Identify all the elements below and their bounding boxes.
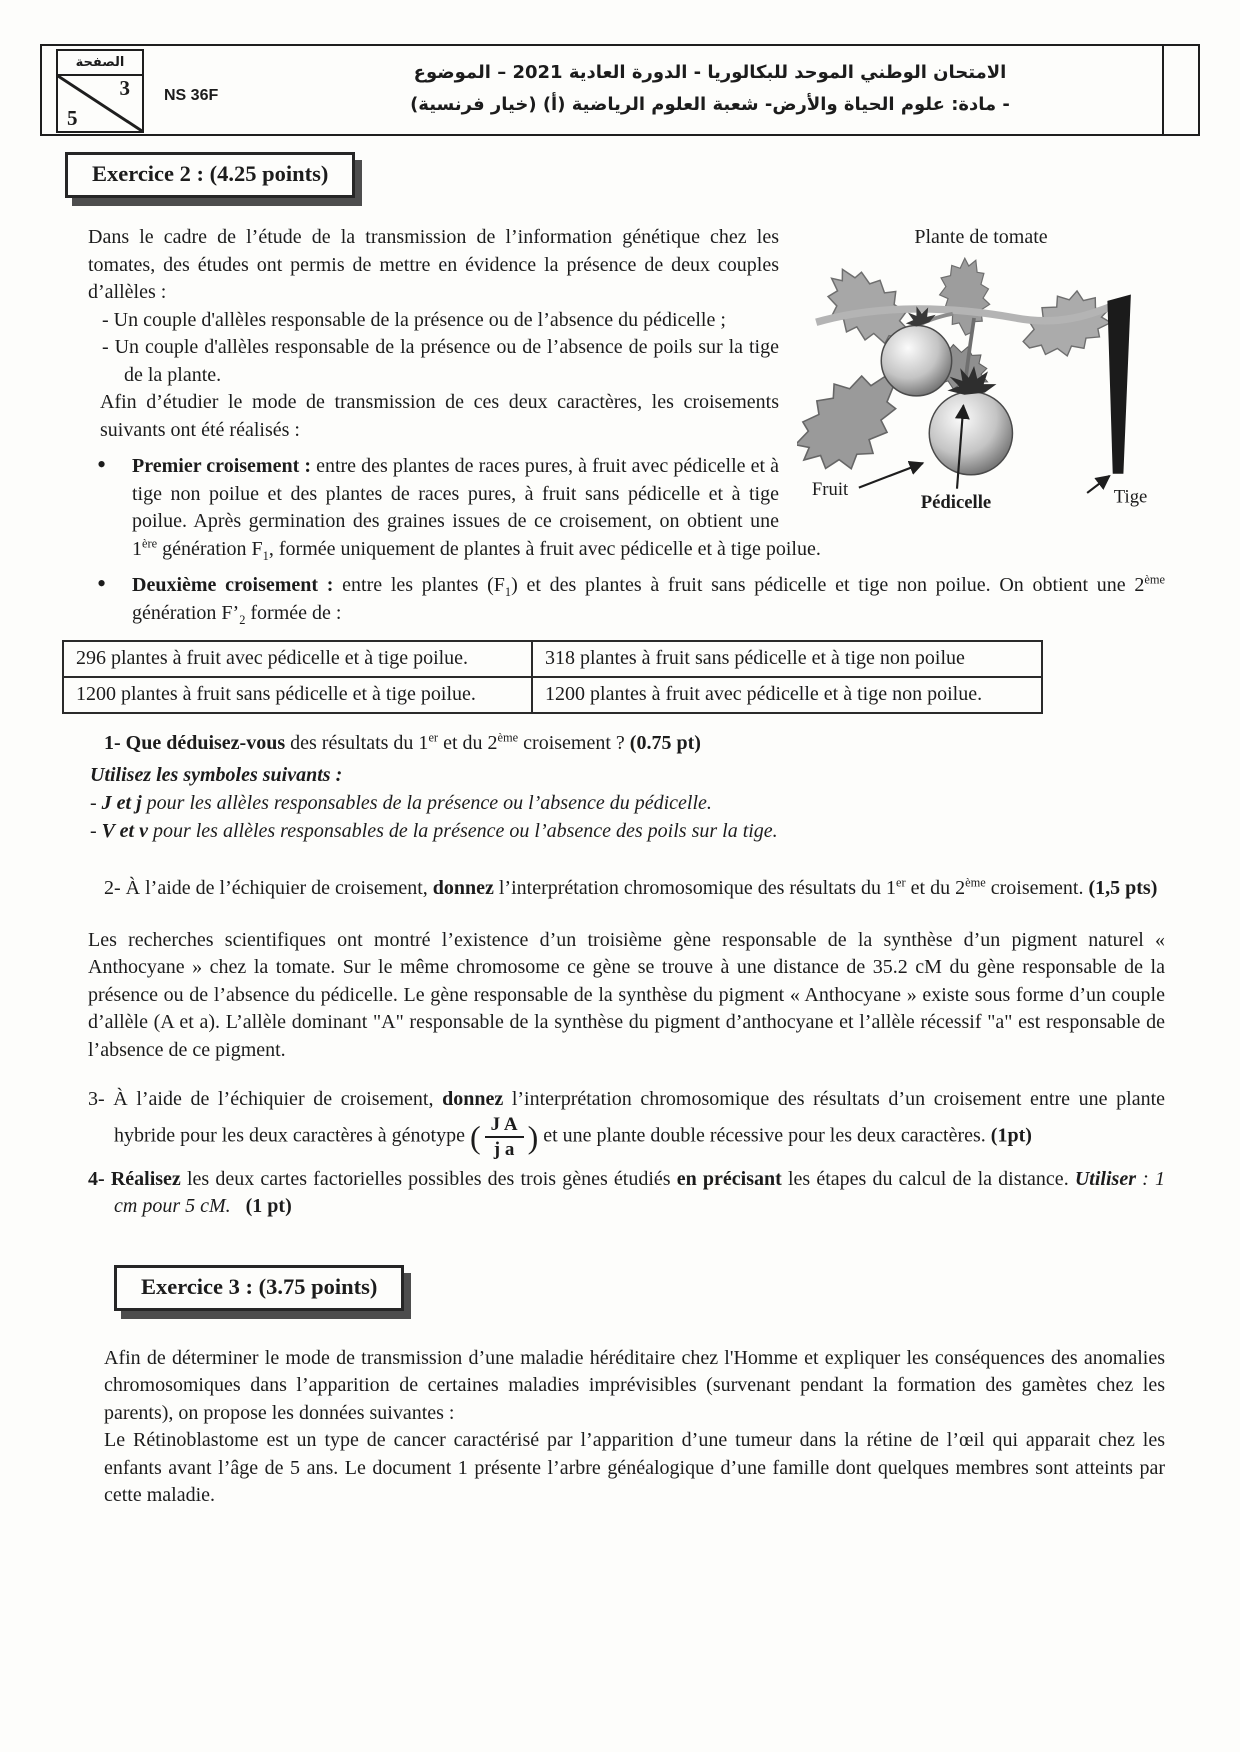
exercise2-title: Exercice 2 : (4.25 points) — [65, 152, 355, 198]
page-current: 3 — [119, 76, 130, 100]
page-total: 5 — [67, 106, 78, 130]
symbol-item-v: - V et v pour les allèles responsables de la présence ou l’absence des poils sur la tige. — [90, 820, 778, 842]
table-row — [63, 677, 1042, 713]
symbol-item-j: - J et j pour les allèles responsables de la présence ou l’absence du pédicelle. — [90, 792, 712, 814]
question-3-text-end: et une plante double récessive pour les deux caractères. (1pt) — [538, 1124, 1032, 1147]
exercise2-title-wrap — [65, 152, 355, 198]
tige-bar — [1107, 294, 1130, 473]
header-right-rule — [1162, 46, 1164, 134]
fruit-label: Fruit — [811, 478, 849, 500]
exercise3-title: Exercice 3 : (3.75 points) — [114, 1265, 404, 1311]
exam-title-line1: الامتحان الوطني الموحد للبكالوريا - الدورة العادية 2021 – الموضوع — [413, 62, 1007, 83]
genotype-paren-open: ( — [469, 1118, 481, 1155]
exam-title-arabic — [292, 57, 1128, 121]
intro-paragraph: Dans le cadre de l’étude de la transmission de l’information génétique chez les tomates, des études ont permis de mettre en évidence la présence de deux couples d’allèles : — [88, 226, 779, 303]
page-number-box — [56, 49, 144, 133]
allele-item-pedicelle: - Un couple d'allèles responsable de la présence ou de l’absence du pédicelle ; — [102, 308, 726, 331]
exam-reference: NS 36F — [164, 87, 219, 104]
question-4: 4- Réalisez les deux cartes factorielles possibles des trois gènes étudiés en précisant les étapes du calcul de la distance. Utiliser : 1 cm pour 5 cM. (1 pt) — [88, 1167, 1165, 1217]
first-crossing: • Premier croisement : entre des plantes de races pures, à fruit avec pédicelle et à tige non poilue et des plantes de races pures, à fruit sans pédicelle et à tige poilue. Après germination des graines issues de ce croisement, on obtient une 1ère génération $F_1$, formée uniquement de plantes à fruit avec pédicelle et à tige poilue. — [88, 453, 1165, 563]
leaf-icon — [1013, 282, 1118, 367]
table-row — [63, 641, 1042, 677]
genotype-bottom: j a — [493, 1138, 515, 1160]
table-cell: 318 plantes à fruit sans pédicelle et à tige non poilue — [532, 641, 1042, 677]
second-crossing: • Deuxième croisement : entre les plantes $(F_1)$ et des plantes à fruit sans pédicelle et tige non poilue. On obtient une 2ème génération $F’_2$ formée de : — [88, 572, 1165, 627]
anthocyanin-paragraph: Les recherches scientifiques ont montré l’existence d’un troisième gène responsable de la synthèse d’un pigment naturel « Anthocyane » chez la tomate. Sur le même chromosome ce gène se trouve à une distance de 35.2 cM du gène responsable de la présence ou de l’absence du pédicelle. Le gène responsable de la synthèse du pigment « Anthocyane » existe sous forme d’un couple d’allèle (A et a). L’allèle dominant "A" responsable de la synthèse du pigment d’anthocyane et l’allèle récessif "a" est responsable de l’absence de ce pigment. — [88, 928, 1165, 1061]
genotype-paren-close: ) — [527, 1118, 539, 1155]
genotype-fraction — [485, 1114, 524, 1160]
exam-content — [76, 224, 1166, 1510]
genotype-top: J A — [485, 1114, 524, 1138]
page-number-cell — [58, 76, 142, 131]
page-label: الصفحة — [58, 51, 142, 76]
question-3-text-start: 3- À l’aide de l’échiquier de croisement, donnez l’interprétation chromosomique des résultats d’un croisement entre une plante hybride pour les deux caractères à génotype — [88, 1088, 1166, 1147]
table-cell: 1200 plantes à fruit sans pédicelle et à tige poilue. — [63, 677, 532, 713]
figure-title: Plante de tomate — [914, 226, 1048, 248]
allele-item-poils: - Un couple d'allèles responsable de la présence ou de l’absence de poils sur la tige de la plante. — [102, 336, 779, 386]
method-paragraph: Afin d’étudier le mode de transmission de ces deux caractères, les croisements suivants ont été réalisés : — [100, 391, 779, 441]
exam-title-line2: - مادة: علوم الحياة والأرض- شعبة العلوم الرياضية (أ) (خيار فرنسية) — [410, 94, 1010, 115]
table-cell: 296 plantes à fruit avec pédicelle et à tige poilue. — [63, 641, 532, 677]
exercise3-title-wrap — [114, 1265, 1165, 1311]
question-2: 2- À l’aide de l’échiquier de croisement, donnez l’interprétation chromosomique des résultats du 1er et du 2ème croisement. (1,5 pts) — [104, 875, 1158, 899]
exercise3-paragraph-1: Afin de déterminer le mode de transmission d’une maladie héréditaire chez l'Homme et expliquer les conséquences des anomalies chromosomiques dans l’apparition de certaines maladies imprévisibles (survenant pendant la formation des gamètes chez les parents), on propose les données suivantes : — [104, 1346, 1165, 1424]
symbols-heading: Utilisez les symboles suivants : — [90, 763, 343, 786]
exercise3-paragraph-2: Le Rétinoblastome est un type de cancer caractérisé par l’apparition d’une tumeur dans la rétine de l’œil qui apparait chez les enfants avant l’âge de 5 ans. Le document 1 présente l’arbre généalogique d’une famille dont quelques membres sont atteints par cette maladie. — [104, 1429, 1165, 1506]
tomato-fruit — [881, 325, 951, 395]
tige-label: Tige — [1113, 486, 1148, 508]
pedicelle-label: Pédicelle — [920, 491, 992, 510]
table-cell: 1200 plantes à fruit avec pédicelle et à tige non poilue. — [532, 677, 1042, 713]
question-3 — [88, 1086, 1165, 1160]
question-1: 1- Que déduisez-vous des résultats du 1er et du 2ème croisement ? (0.75 pt) — [104, 730, 701, 754]
results-table — [62, 640, 1043, 714]
leaf-icon — [938, 257, 991, 336]
exam-header — [40, 44, 1200, 136]
